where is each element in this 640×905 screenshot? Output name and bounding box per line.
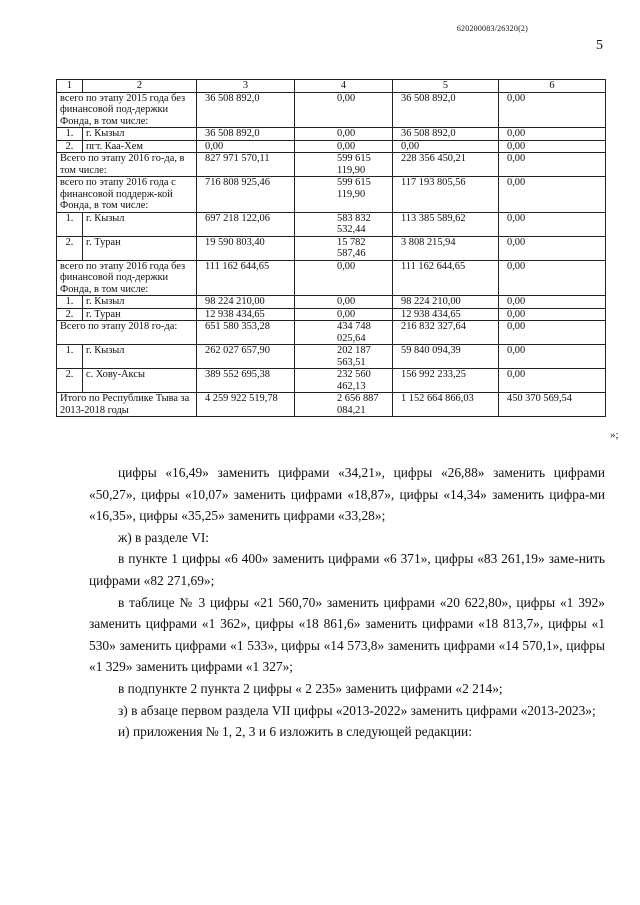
row-label-cell: пгт. Каа-Хем	[83, 140, 197, 153]
value-cell: 0,00	[295, 308, 393, 321]
row-label-cell: г. Туран	[83, 308, 197, 321]
row-label-cell: Всего по этапу 2018 го-да:	[57, 321, 197, 345]
table-row	[57, 260, 606, 296]
value-cell: 232 560 462,13	[295, 369, 393, 393]
value-cell: 0,00	[499, 260, 606, 296]
page-number: 5	[596, 38, 603, 53]
value-cell: 36 508 892,0	[393, 128, 499, 141]
paragraph: цифры «16,49» заменить цифрами «34,21», цифры «26,88» заменить цифрами «50,27», цифры «10,07» заменить цифрами «18,87», цифры «14,34» заменить цифра-ми «16,35», цифры «35,25» заменить цифрами «33,28»;	[89, 465, 605, 524]
table-closing-mark: »;	[610, 429, 619, 441]
value-cell: 0,00	[499, 212, 606, 236]
value-cell: 0,00	[499, 369, 606, 393]
value-cell: 111 162 644,65	[197, 260, 295, 296]
value-cell: 827 971 570,11	[197, 153, 295, 177]
value-cell: 599 615 119,90	[295, 153, 393, 177]
value-cell: 216 832 327,64	[393, 321, 499, 345]
row-number-cell: 1.	[57, 296, 83, 309]
value-cell: 0,00	[499, 92, 606, 128]
value-cell: 434 748 025,64	[295, 321, 393, 345]
row-number-cell: 2.	[57, 369, 83, 393]
value-cell: 0,00	[295, 296, 393, 309]
column-header: 1	[57, 80, 83, 93]
value-cell: 0,00	[499, 296, 606, 309]
value-cell: 0,00	[499, 177, 606, 213]
value-cell: 59 840 094,39	[393, 345, 499, 369]
row-label-cell: Всего по этапу 2016 го-да, в том числе:	[57, 153, 197, 177]
amendment-text	[89, 462, 605, 743]
row-label-cell: с. Хову-Аксы	[83, 369, 197, 393]
row-label-cell: Итого по Республике Тыва за 2013-2018 годы	[57, 393, 197, 417]
table-row	[57, 177, 606, 213]
value-cell: 36 508 892,0	[393, 92, 499, 128]
value-cell: 651 580 353,28	[197, 321, 295, 345]
row-number-cell: 2.	[57, 140, 83, 153]
column-header: 2	[83, 80, 197, 93]
table-row	[57, 296, 606, 309]
paragraph: в подпункте 2 пункта 2 цифры « 2 235» заменить цифрами «2 214»;	[118, 680, 503, 696]
value-cell: 0,00	[499, 153, 606, 177]
row-label-cell: всего по этапу 2016 года с финансовой поддерж-кой Фонда, в том числе:	[57, 177, 197, 213]
table-header-row	[57, 80, 606, 93]
row-label-cell: г. Туран	[83, 236, 197, 260]
table-row	[57, 92, 606, 128]
table-row	[57, 393, 606, 417]
paragraph: з) в абзаце первом раздела VII цифры «2013-2022» заменить цифрами «2013-2023»;	[118, 702, 596, 718]
value-cell: 599 615 119,90	[295, 177, 393, 213]
value-cell: 12 938 434,65	[393, 308, 499, 321]
value-cell: 0,00	[499, 128, 606, 141]
row-label-cell: всего по этапу 2016 года без финансовой под-держки Фонда, в том числе:	[57, 260, 197, 296]
row-number-cell: 1.	[57, 128, 83, 141]
value-cell: 3 808 215,94	[393, 236, 499, 260]
row-label-cell: всего по этапу 2015 года без финансовой под-держки Фонда, в том числе:	[57, 92, 197, 128]
value-cell: 0,00	[295, 260, 393, 296]
value-cell: 2 656 887 084,21	[295, 393, 393, 417]
column-header: 4	[295, 80, 393, 93]
value-cell: 117 193 805,56	[393, 177, 499, 213]
value-cell: 262 027 657,90	[197, 345, 295, 369]
value-cell: 111 162 644,65	[393, 260, 499, 296]
paragraph: в пункте 1 цифры «6 400» заменить цифрами «6 371», цифры «83 261,19» заме-нить цифрами «82 271,69»;	[89, 551, 605, 588]
value-cell: 15 782 587,46	[295, 236, 393, 260]
value-cell: 583 832 532,44	[295, 212, 393, 236]
paragraph: и) приложения № 1, 2, 3 и 6 изложить в следующей редакции:	[118, 724, 472, 740]
value-cell: 716 808 925,46	[197, 177, 295, 213]
row-number-cell: 1.	[57, 345, 83, 369]
value-cell: 0,00	[499, 236, 606, 260]
row-label-cell: г. Кызыл	[83, 345, 197, 369]
value-cell: 0,00	[499, 321, 606, 345]
row-label-cell: г. Кызыл	[83, 128, 197, 141]
value-cell: 98 224 210,00	[197, 296, 295, 309]
value-cell: 19 590 803,40	[197, 236, 295, 260]
table-row	[57, 128, 606, 141]
table-row	[57, 321, 606, 345]
value-cell: 0,00	[499, 345, 606, 369]
row-number-cell: 2.	[57, 236, 83, 260]
paragraph: в таблице № 3 цифры «21 560,70» заменить цифрами «20 622,80», цифры «1 392» заменить цифрами «1 362», цифры «18 861,6» заменить цифрами «18 813,7», цифры «1 530» заменить цифрами «1 533», цифры «14 573,8» заменить цифрами «14 570,1», цифры «1 329» заменить цифрами «1 327»;	[89, 594, 605, 675]
value-cell: 389 552 695,38	[197, 369, 295, 393]
table-row	[57, 236, 606, 260]
value-cell: 0,00	[499, 140, 606, 153]
value-cell: 0,00	[295, 92, 393, 128]
value-cell: 156 992 233,25	[393, 369, 499, 393]
table-row	[57, 140, 606, 153]
value-cell: 36 508 892,0	[197, 128, 295, 141]
value-cell: 4 259 922 519,78	[197, 393, 295, 417]
row-number-cell: 1.	[57, 212, 83, 236]
value-cell: 0,00	[197, 140, 295, 153]
column-header: 3	[197, 80, 295, 93]
value-cell: 697 218 122,06	[197, 212, 295, 236]
value-cell: 202 187 563,51	[295, 345, 393, 369]
value-cell: 0,00	[295, 128, 393, 141]
table-row	[57, 345, 606, 369]
document-id: 620200083/26320(2)	[456, 24, 528, 33]
row-label-cell: г. Кызыл	[83, 212, 197, 236]
value-cell: 228 356 450,21	[393, 153, 499, 177]
row-number-cell: 2.	[57, 308, 83, 321]
value-cell: 1 152 664 866,03	[393, 393, 499, 417]
row-label-cell: г. Кызыл	[83, 296, 197, 309]
value-cell: 0,00	[295, 140, 393, 153]
table-row	[57, 369, 606, 393]
value-cell: 0,00	[393, 140, 499, 153]
budget-table	[56, 79, 606, 417]
table-row	[57, 153, 606, 177]
value-cell: 98 224 210,00	[393, 296, 499, 309]
table-row	[57, 308, 606, 321]
value-cell: 36 508 892,0	[197, 92, 295, 128]
column-header: 5	[393, 80, 499, 93]
value-cell: 450 370 569,54	[499, 393, 606, 417]
column-header: 6	[499, 80, 606, 93]
paragraph: ж) в разделе VI:	[118, 529, 209, 545]
value-cell: 113 385 589,62	[393, 212, 499, 236]
value-cell: 0,00	[499, 308, 606, 321]
value-cell: 12 938 434,65	[197, 308, 295, 321]
table-row	[57, 212, 606, 236]
